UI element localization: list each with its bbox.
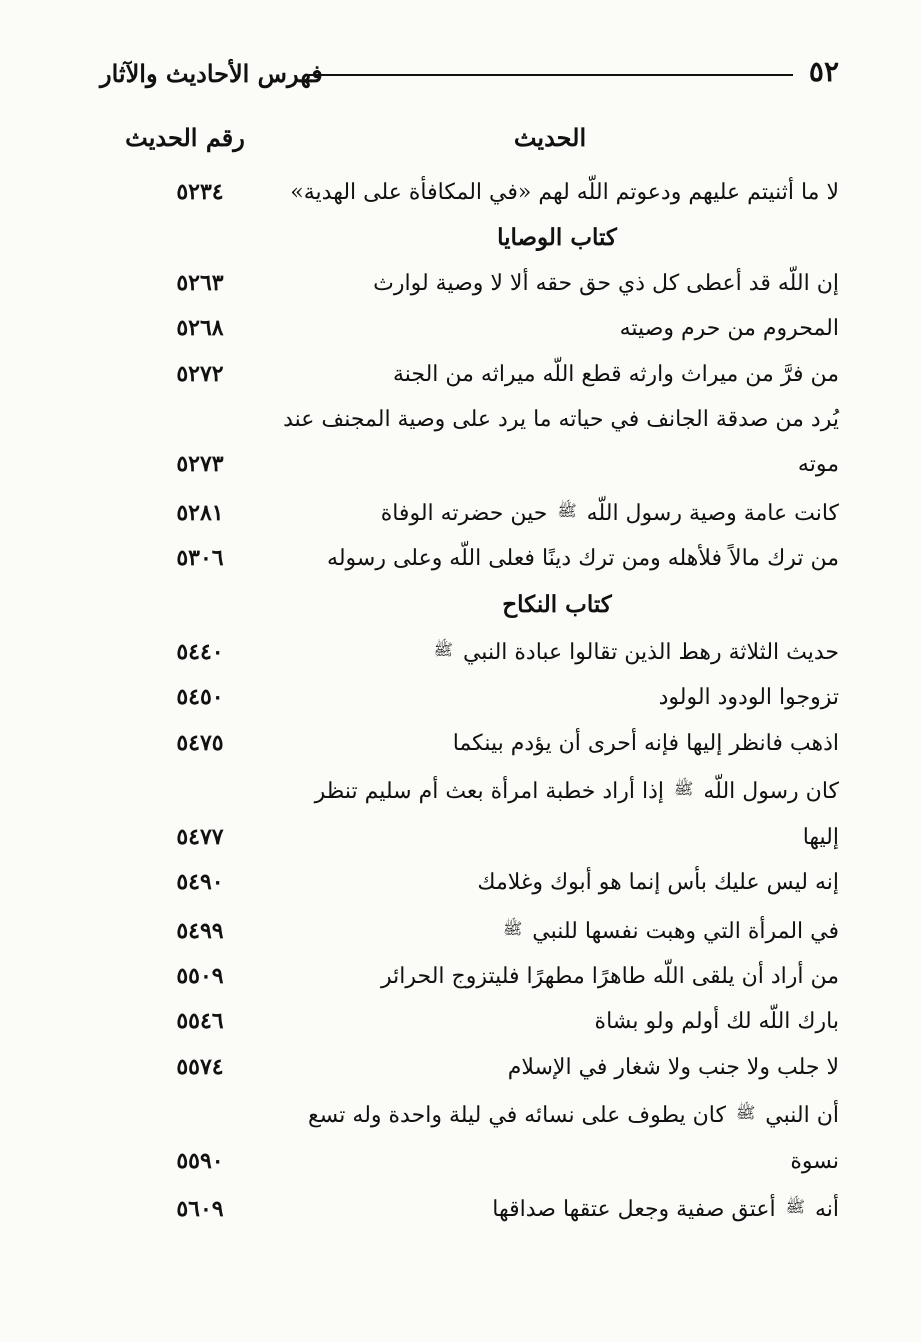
hadith-number: ٥٥٩٠ [176,1147,224,1174]
section-heading: كتاب الوصايا [497,224,617,252]
hadith-entry-line [125,397,839,442]
hadith-text: إنه ليس عليك بأس إنما هو أبوك وغلامك [477,870,839,896]
running-title: فهرس الأحاديث والآثار [100,59,323,88]
hadith-entry [125,1184,839,1232]
column-heading-number: رقم الحديث [125,123,245,152]
honorific-glyph: ﷺ [502,918,523,938]
running-header [100,52,839,96]
hadith-number: ٥٤٩٠ [176,869,224,896]
hadith-entry [125,815,839,860]
page-number: ٥٢ [808,55,839,88]
hadith-index-list [125,170,839,1232]
hadith-number: ٥٢٣٤ [176,179,224,205]
hadith-text: لا جلب ولا جنب ولا شغار في الإسلام [507,1054,839,1080]
hadith-text-before: في المرأة التي وهبت نفسها للنبي [532,918,839,944]
honorific-glyph: ﷺ [735,1103,756,1123]
hadith-entry [125,954,839,999]
hadith-entry [125,860,839,905]
hadith-text [275,627,839,675]
hadith-number: ٥٤٤٠ [176,639,224,666]
hadith-text-after: حين حضرته الوفاة [380,500,548,526]
honorific-glyph: ﷺ [674,779,694,799]
header-rule [305,74,793,76]
hadith-entry [125,442,839,487]
hadith-text-after: أعتق صفية وجعل عتقها صداقها [492,1196,776,1222]
hadith-text [279,766,839,814]
hadith-entry [125,536,839,581]
honorific-glyph: ﷺ [785,1196,805,1216]
hadith-text: المحروم من حرم وصيته [619,316,839,342]
hadith-text: بارك اللّه لك أولم ولو بشاة [594,1009,839,1035]
hadith-number: ٥٥٠٩ [176,962,224,989]
hadith-entry [125,627,839,675]
hadith-text: من فرَّ من ميراث وارثه قطع اللّه ميراثه من الجنة [392,361,839,387]
hadith-text [275,488,839,536]
hadith-entry [125,675,839,720]
honorific-glyph: ﷺ [433,640,453,660]
hadith-text-before: أن النبي [765,1103,839,1129]
hadith-number: ٥٥٤٦ [176,1008,224,1035]
hadith-number: ٥٢٧٣ [176,451,224,478]
hadith-number: ٥٢٧٢ [176,360,224,387]
hadith-entry [125,999,839,1044]
hadith-number: ٥٤٧٧ [176,823,224,850]
hadith-text-before: أنه [814,1196,839,1222]
hadith-text-after: إذا أراد خطبة امرأة بعث أم سليم تنظر [314,779,665,805]
hadith-text: لا ما أثنيتم عليهم ودعوتم اللّه لهم «في المكافأة على الهدية» [290,180,839,205]
hadith-entry [125,170,839,215]
hadith-text: يُرد من صدقة الجانف في حياته ما يرد على وصية المجنف عند [283,407,839,433]
hadith-entry [125,1045,839,1090]
hadith-number: ٥٥٧٤ [176,1053,224,1080]
section-heading: كتاب النكاح [502,590,612,618]
hadith-number: ٥٤٩٩ [176,917,224,944]
hadith-number: ٥٤٧٥ [176,729,224,756]
hadith-text-after: كان يطوف على نسائه في ليلة واحدة وله تسع [307,1103,726,1129]
hadith-entry [125,261,839,306]
hadith-number: ٥٢٨١ [176,499,224,526]
hadith-text: من أراد أن يلقى اللّه طاهرًا مطهرًا فليتزوج الحرائر [380,963,839,989]
hadith-entry-line [125,766,839,814]
hadith-entry [125,488,839,536]
hadith-text-before: كان رسول اللّه [703,779,839,805]
hadith-text: إليها [802,824,839,850]
hadith-entry-line [125,1090,839,1138]
hadith-number: ٥٣٠٦ [176,545,224,572]
hadith-text: تزوجوا الودود الولود [658,685,839,711]
hadith-number: ٥٤٥٠ [176,684,224,711]
hadith-text-before: حديث الثلاثة رهط الذين تقالوا عبادة النبي [462,640,839,666]
hadith-text [279,1090,839,1138]
hadith-text: اذهب فانظر إليها فإنه أحرى أن يؤدم بينكما [452,730,839,756]
hadith-entry [125,1139,839,1184]
hadith-entry [125,721,839,766]
hadith-text [275,906,839,954]
hadith-entry [125,352,839,397]
honorific-glyph: ﷺ [557,500,577,520]
hadith-text: موته [797,452,839,478]
hadith-number: ٥٦٠٩ [176,1195,224,1222]
hadith-number: ٥٢٦٣ [176,269,224,296]
hadith-entry [125,906,839,954]
hadith-text: نسوة [790,1148,839,1174]
hadith-text: إن اللّه قد أعطى كل ذي حق حقه ألا لا وصية لوارث [373,270,839,296]
hadith-text: من ترك مالاً فلأهله ومن ترك دينًا فعلى اللّه وعلى رسوله [327,546,839,572]
hadith-text-before: كانت عامة وصية رسول اللّه [586,500,839,526]
hadith-number: ٥٢٦٨ [176,315,224,342]
hadith-text [275,1184,839,1232]
hadith-entry [125,306,839,351]
column-heading-hadith: الحديث [513,123,587,152]
